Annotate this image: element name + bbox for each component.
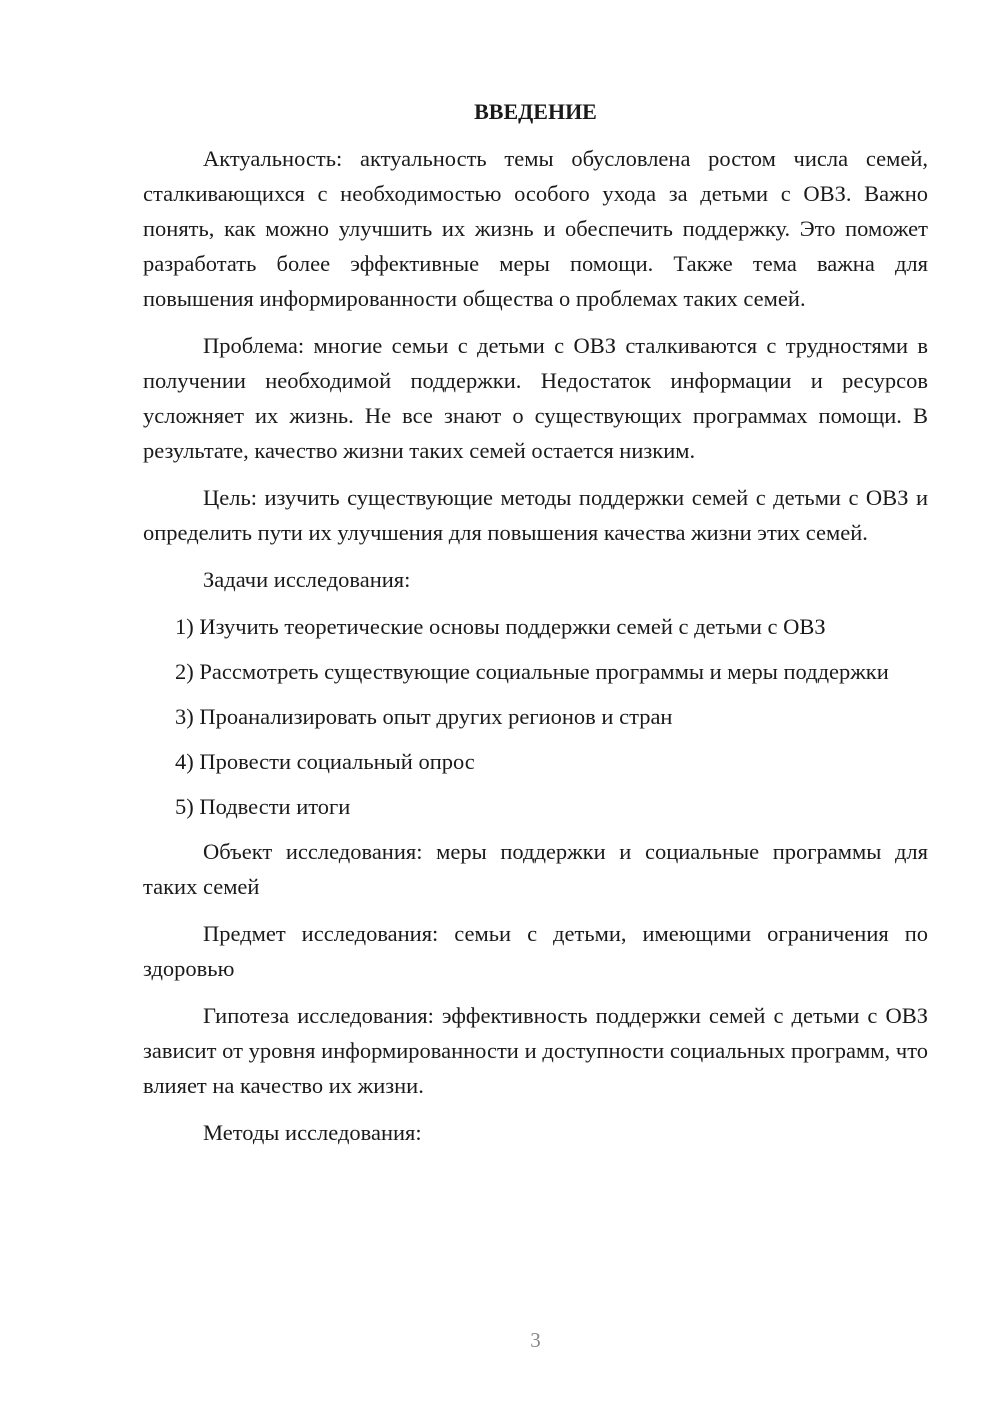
paragraph-goal: Цель: изучить существующие методы поддержки семей с детьми с ОВЗ и определить пути их улучшения для повышения качества жизни этих семей. <box>143 485 928 545</box>
section-title: ВВЕДЕНИЕ <box>474 99 597 124</box>
page-number: 3 <box>530 1328 541 1352</box>
task-item-2: 2) Рассмотреть существующие социальные программы и меры поддержки <box>175 659 889 684</box>
paragraph-problem: Проблема: многие семьи с детьми с ОВЗ сталкиваются с трудностями в получении необходимой поддержки. Недостаток информации и ресурсов усложняет их жизнь. Не все знают о существующих программах помощи. В результате, качество жизни таких семей остается низким. <box>143 333 928 463</box>
methods-heading: Методы исследования: <box>203 1120 422 1145</box>
document-page <box>143 94 928 1162</box>
task-item-4: 4) Провести социальный опрос <box>175 749 475 774</box>
paragraph-object: Объект исследования: меры поддержки и социальные программы для таких семей <box>143 839 928 899</box>
tasks-heading: Задачи исследования: <box>203 567 411 592</box>
paragraph-relevance: Актуальность: актуальность темы обусловлена ростом числа семей, сталкивающихся с необходимостью особого ухода за детьми с ОВЗ. Важно понять, как можно улучшить их жизнь и обеспечить поддержку. Это поможет разработать более эффективные меры помощи. Также тема важна для повышения информированности общества о проблемах таких семей. <box>143 146 928 311</box>
task-item-5: 5) Подвести итоги <box>175 794 351 819</box>
paragraph-subject: Предмет исследования: семьи с детьми, имеющими ограничения по здоровью <box>143 921 928 981</box>
task-item-1: 1) Изучить теоретические основы поддержки семей с детьми с ОВЗ <box>175 614 826 639</box>
paragraph-hypothesis: Гипотеза исследования: эффективность поддержки семей с детьми с ОВЗ зависит от уровня информированности и доступности социальных программ, что влияет на качество их жизни. <box>143 1003 928 1098</box>
task-item-3: 3) Проанализировать опыт других регионов и стран <box>175 704 673 729</box>
